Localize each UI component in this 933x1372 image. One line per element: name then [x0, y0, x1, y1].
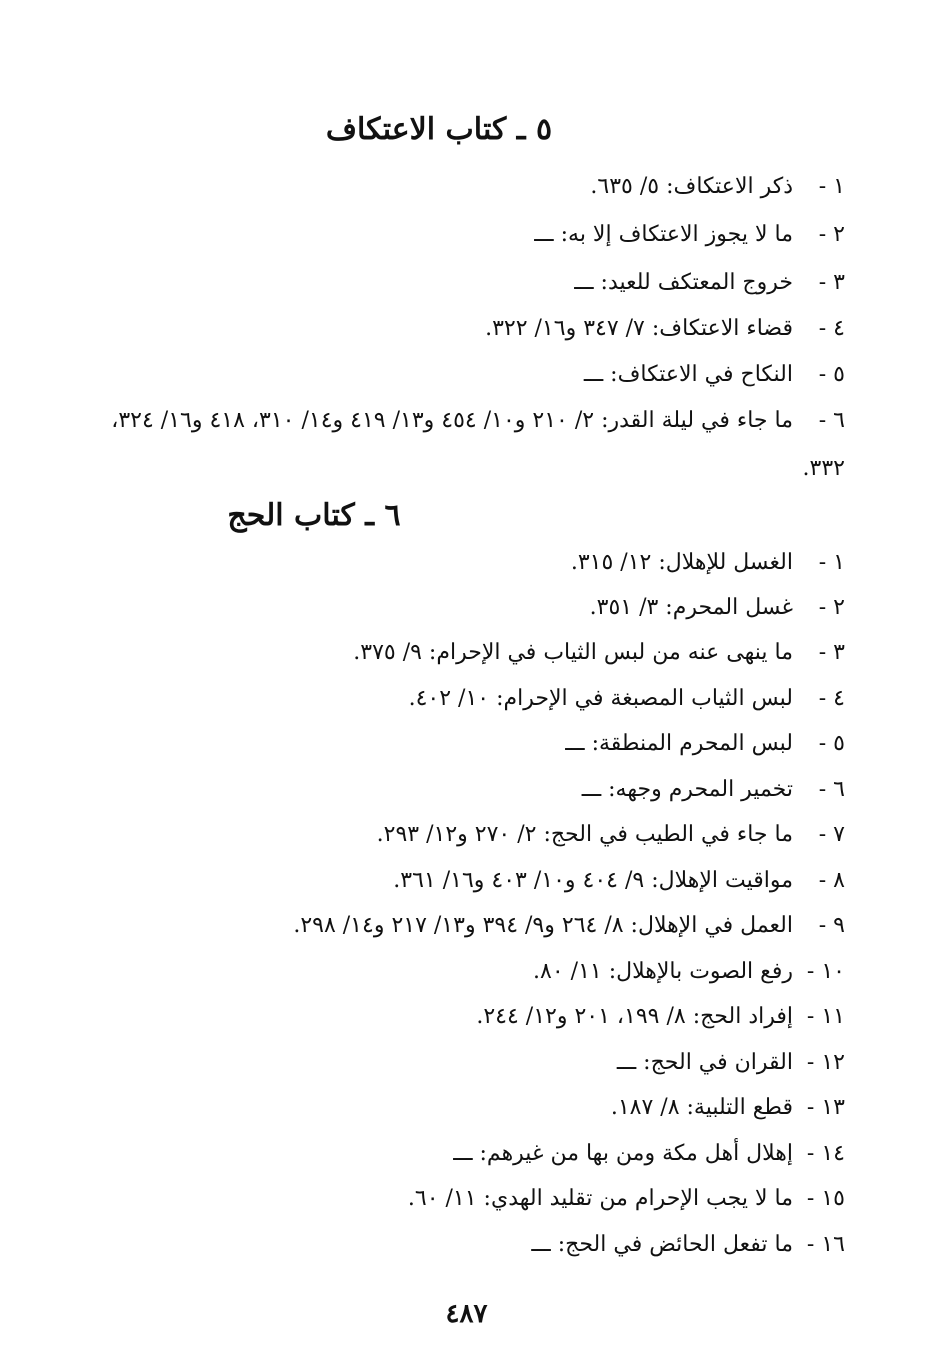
item-text: ما جاء في ليلة القدر: ٢/ ٢١٠ و١٠/ ٤٥٤ و١٣/ ٤١٩ و١٤/ ٣١٠، ٤١٨ و١٦/ ٣٢٤،	[111, 408, 793, 433]
item-number: ٤ -	[818, 686, 845, 711]
item-number: ٣ -	[818, 640, 845, 665]
list-item	[40, 721, 845, 767]
item-number: ١٦ -	[806, 1232, 845, 1257]
list-item-continuation: ٣٣٢.	[802, 456, 845, 481]
item-number: ٢ -	[818, 222, 845, 247]
item-text: تخمير المحرم وجهه: ـــ	[581, 777, 793, 802]
list-item	[40, 260, 845, 306]
item-text: لبس الثياب المصبغة في الإحرام: ١٠/ ٤٠٢.	[408, 686, 793, 711]
item-number: ١١ -	[806, 1004, 845, 1029]
list-item	[40, 812, 845, 858]
list-item	[40, 212, 845, 258]
item-number: ١٤ -	[806, 1141, 845, 1166]
item-text: ما ينهى عنه من لبس الثياب في الإحرام: ٩/ ٣٧٥.	[353, 640, 793, 665]
item-text: قضاء الاعتكاف: ٧/ ٣٤٧ و١٦/ ٣٢٢.	[485, 316, 793, 341]
list-item	[40, 164, 845, 210]
item-number: ٨ -	[818, 868, 845, 893]
page-number: ٤٨٧	[445, 1299, 488, 1329]
list-item	[40, 630, 845, 676]
item-number: ٤ -	[818, 316, 845, 341]
item-text: العمل في الإهلال: ٨/ ٢٦٤ و٩/ ٣٩٤ و١٣/ ٢١٧ و١٤/ ٢٩٨.	[293, 913, 793, 938]
item-number: ١ -	[818, 174, 845, 199]
item-number: ١٢ -	[806, 1050, 845, 1075]
item-number: ٣ -	[818, 270, 845, 295]
list-item	[40, 949, 845, 995]
item-text: رفع الصوت بالإهلال: ١١/ ٨٠.	[533, 959, 793, 984]
list-item	[40, 676, 845, 722]
section-heading-hajj: ٦ ـ كتاب الحج	[227, 498, 401, 533]
list-item	[40, 1222, 845, 1268]
list-item	[40, 1085, 845, 1131]
item-number: ٩ -	[818, 913, 845, 938]
list-item	[40, 994, 845, 1040]
list-item	[40, 398, 845, 444]
item-number: ٢ -	[818, 595, 845, 620]
item-text: مواقيت الإهلال: ٩/ ٤٠٤ و١٠/ ٤٠٣ و١٦/ ٣٦١.	[393, 868, 793, 893]
item-text: إفراد الحج: ٨/ ١٩٩، ٢٠١ و١٢/ ٢٤٤.	[476, 1004, 793, 1029]
item-text: الغسل للإهلال: ١٢/ ٣١٥.	[570, 550, 793, 575]
item-text: القران في الحج: ـــ	[616, 1050, 793, 1075]
item-text: إهلال أهل مكة ومن بها من غيرهم: ـــ	[453, 1141, 793, 1166]
list-item	[40, 1131, 845, 1177]
list-item	[40, 540, 845, 586]
list-item	[40, 1176, 845, 1222]
list-item	[40, 903, 845, 949]
item-number: ٧ -	[818, 822, 845, 847]
item-text: ما تفعل الحائض في الحج: ـــ	[531, 1232, 793, 1257]
item-text: لبس المحرم المنطقة: ـــ	[565, 731, 793, 756]
item-number: ١٠ -	[806, 959, 845, 984]
item-number: ٦ -	[818, 408, 845, 433]
list-item	[40, 585, 845, 631]
item-number: ١٣ -	[806, 1095, 845, 1120]
item-text: غسل المحرم: ٣/ ٣٥١.	[589, 595, 793, 620]
item-text: قطع التلبية: ٨/ ١٨٧.	[610, 1095, 793, 1120]
item-number: ١ -	[818, 550, 845, 575]
item-text: ما لا يجب الإحرام من تقليد الهدي: ١١/ ٦٠.	[407, 1186, 793, 1211]
list-item	[40, 306, 845, 352]
item-text: النكاح في الاعتكاف: ـــ	[583, 362, 793, 387]
item-number: ١٥ -	[806, 1186, 845, 1211]
list-item	[40, 858, 845, 904]
list-item	[40, 352, 845, 398]
list-item	[40, 1040, 845, 1086]
item-number: ٦ -	[818, 777, 845, 802]
item-text: ما جاء في الطيب في الحج: ٢/ ٢٧٠ و١٢/ ٢٩٣.	[376, 822, 793, 847]
item-text: خروج المعتكف للعيد: ـــ	[574, 270, 793, 295]
item-text: ما لا يجوز الاعتكاف إلا به: ـــ	[534, 222, 793, 247]
item-text: ذكر الاعتكاف: ٥/ ٦٣٥.	[590, 174, 793, 199]
list-item	[40, 767, 845, 813]
item-number: ٥ -	[818, 362, 845, 387]
section-heading-itikaf: ٥ ـ كتاب الاعتكاف	[325, 112, 553, 147]
item-number: ٥ -	[818, 731, 845, 756]
